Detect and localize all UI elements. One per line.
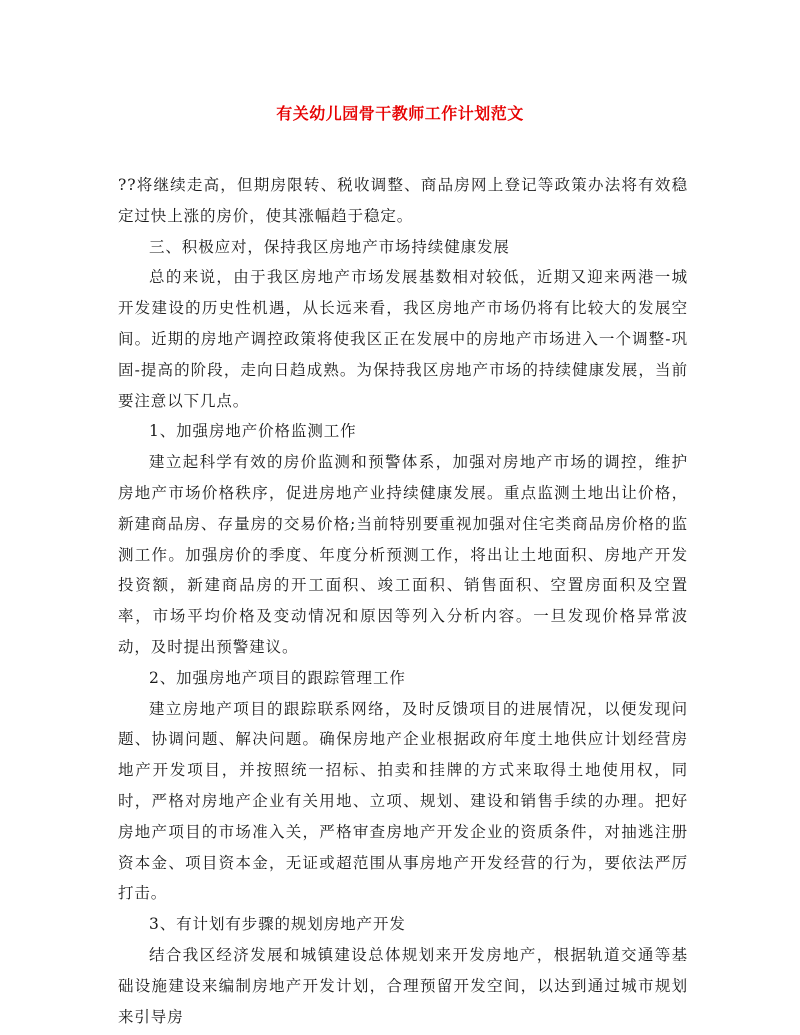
- subheading-3: 3、有计划有步骤的规划房地产开发: [149, 915, 406, 934]
- subheading-1: 1、加强房地产价格监测工作: [149, 422, 357, 441]
- document-body: [118, 170, 688, 1032]
- paragraph-1: ??将继续走高，但期房限转、税收调整、商品房网上登记等政策办法将有效稳定过快上涨的房价，使其涨幅趋于稳定。: [118, 176, 688, 225]
- paragraph-3: 建立起科学有效的房价监测和预警体系，加强对房地产市场的调控，维护房地产市场价格秩序，促进房地产业持续健康发展。重点监测土地出让价格，新建商品房、存量房的交易价格;当前特别要重视加强对住宅类商品房价格的监测工作。加强房价的季度、年度分析预测工作，将出让土地面积、房地产开发投资额，新建商品房的开工面积、竣工面积、销售面积、空置房面积及空置率，市场平均价格及变动情况和原因等列入分析内容。一旦发现价格异常波动，及时提出预警建议。: [118, 453, 688, 656]
- document-title: 有关幼儿园骨干教师工作计划范文: [276, 104, 524, 123]
- section-heading-3: 三、积极应对，保持我区房地产市场持续健康发展: [149, 237, 510, 256]
- paragraph-5: 结合我区经济发展和城镇建设总体规划来开发房地产，根据轨道交通等基础设施建设来编制房地产开发计划，合理预留开发空间，以达到通过城市规划来引导房: [118, 945, 688, 1026]
- paragraph-2: 总的来说，由于我区房地产市场发展基数相对较低，近期又迎来两港一城开发建设的历史性机遇，从长远来看，我区房地产市场仍将有比较大的发展空间。近期的房地产调控政策将使我区正在发展中的房地产市场进入一个调整-巩固-提高的阶段，走向日趋成熟。为保持我区房地产市场的持续健康发展，当前要注意以下几点。: [118, 268, 688, 410]
- subheading-2: 2、加强房地产项目的跟踪管理工作: [149, 668, 406, 687]
- paragraph-4: 建立房地产项目的跟踪联系网络，及时反馈项目的进展情况，以便发现问题、协调问题、解决问题。确保房地产企业根据政府年度土地供应计划经营房地产开发项目，并按照统一招标、拍卖和挂牌的方式来取得土地使用权，同时，严格对房地产企业有关用地、立项、规划、建设和销售手续的办理。把好房地产项目的市场准入关，严格审查房地产开发企业的资质条件，对抽逃注册资本金、项目资本金，无证或超范围从事房地产开发经营的行为，要依法严厉打击。: [118, 699, 688, 903]
